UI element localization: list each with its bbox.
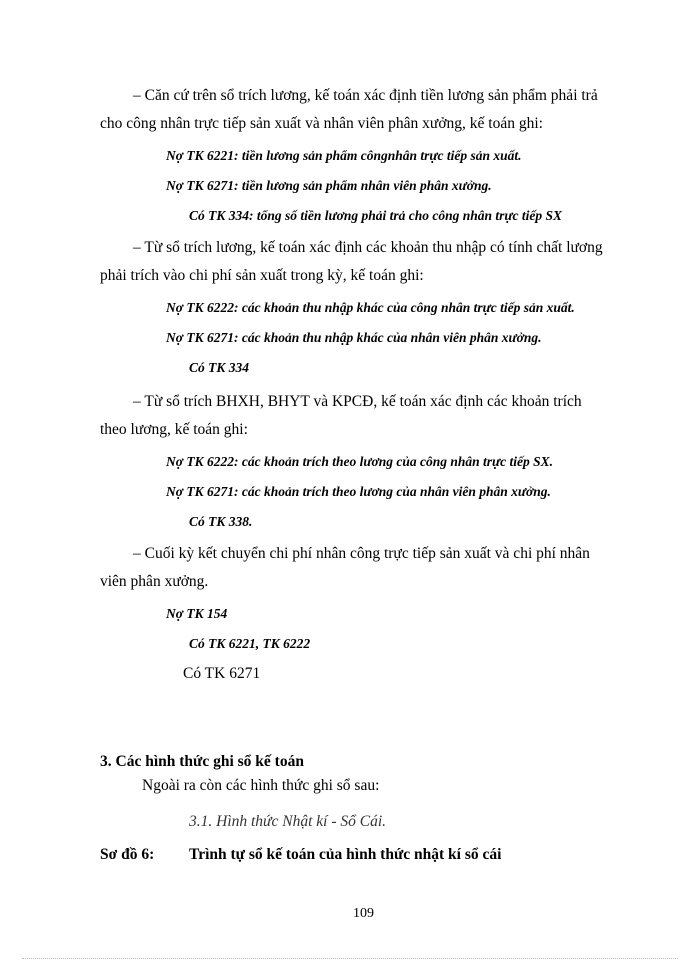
page-edge-divider xyxy=(22,958,678,959)
entry-credit-334: Có TK 334 xyxy=(189,360,250,375)
paragraph-4-line-1: – Cuối kỳ kết chuyển chi phí nhân công trực tiếp sản xuất và chi phí nhân xyxy=(133,545,590,562)
paragraph-1-line-1: – Căn cứ trên sổ trích lương, kế toán xác định tiền lương sản phẩm phải trả xyxy=(133,87,598,104)
diagram-title: Trình tự sổ kế toán của hình thức nhật kí sổ cái xyxy=(189,846,502,863)
entry-debit-6222: Nợ TK 6222: các khoản trích theo lương của công nhân trực tiếp SX. xyxy=(166,454,553,469)
paragraph-3-line-2: theo lương, kế toán ghi: xyxy=(100,421,248,438)
section-heading: 3. Các hình thức ghi sổ kế toán xyxy=(100,753,304,770)
subsection-heading: 3.1. Hình thức Nhật kí - Sổ Cái. xyxy=(189,813,387,830)
paragraph-2-line-2: phải trích vào chi phí sản xuất trong kỳ, kế toán ghi: xyxy=(100,267,424,284)
page-number: 109 xyxy=(353,906,374,921)
entry-debit-154: Nợ TK 154 xyxy=(166,606,228,621)
entry-credit-334: Có TK 334: tổng số tiền lương phải trả cho công nhân trực tiếp SX xyxy=(189,208,562,223)
entry-debit-6221: Nợ TK 6221: tiền lương sản phẩm côngnhân trực tiếp sản xuất. xyxy=(166,148,522,163)
entry-debit-6271: Nợ TK 6271: các khoản thu nhập khác của nhân viên phân xưởng. xyxy=(166,330,542,345)
entry-credit-6221-6222: Có TK 6221, TK 6222 xyxy=(189,636,311,651)
entry-debit-6271: Nợ TK 6271: các khoản trích theo lương của nhân viên phân xưởng. xyxy=(166,484,551,499)
section-intro: Ngoài ra còn các hình thức ghi sổ sau: xyxy=(142,777,380,794)
entry-debit-6271: Nợ TK 6271: tiền lương sản phẩm nhân viên phân xưởng. xyxy=(166,178,492,193)
entry-credit-6271: Có TK 6271 xyxy=(183,665,261,682)
entry-debit-6222: Nợ TK 6222: các khoản thu nhập khác của công nhân trực tiếp sản xuất. xyxy=(166,300,575,315)
paragraph-3-line-1: – Từ sổ trích BHXH, BHYT và KPCĐ, kế toán xác định các khoản trích xyxy=(133,393,582,410)
entry-credit-338: Có TK 338. xyxy=(189,514,253,529)
paragraph-1-line-2: cho công nhân trực tiếp sản xuất và nhân viên phân xưởng, kế toán ghi: xyxy=(100,115,543,132)
diagram-label: Sơ đồ 6: xyxy=(100,846,155,863)
paragraph-2-line-1: – Từ sổ trích lương, kế toán xác định các khoản thu nhập có tính chất lương xyxy=(133,239,603,256)
paragraph-4-line-2: viên phân xưởng. xyxy=(100,573,209,590)
